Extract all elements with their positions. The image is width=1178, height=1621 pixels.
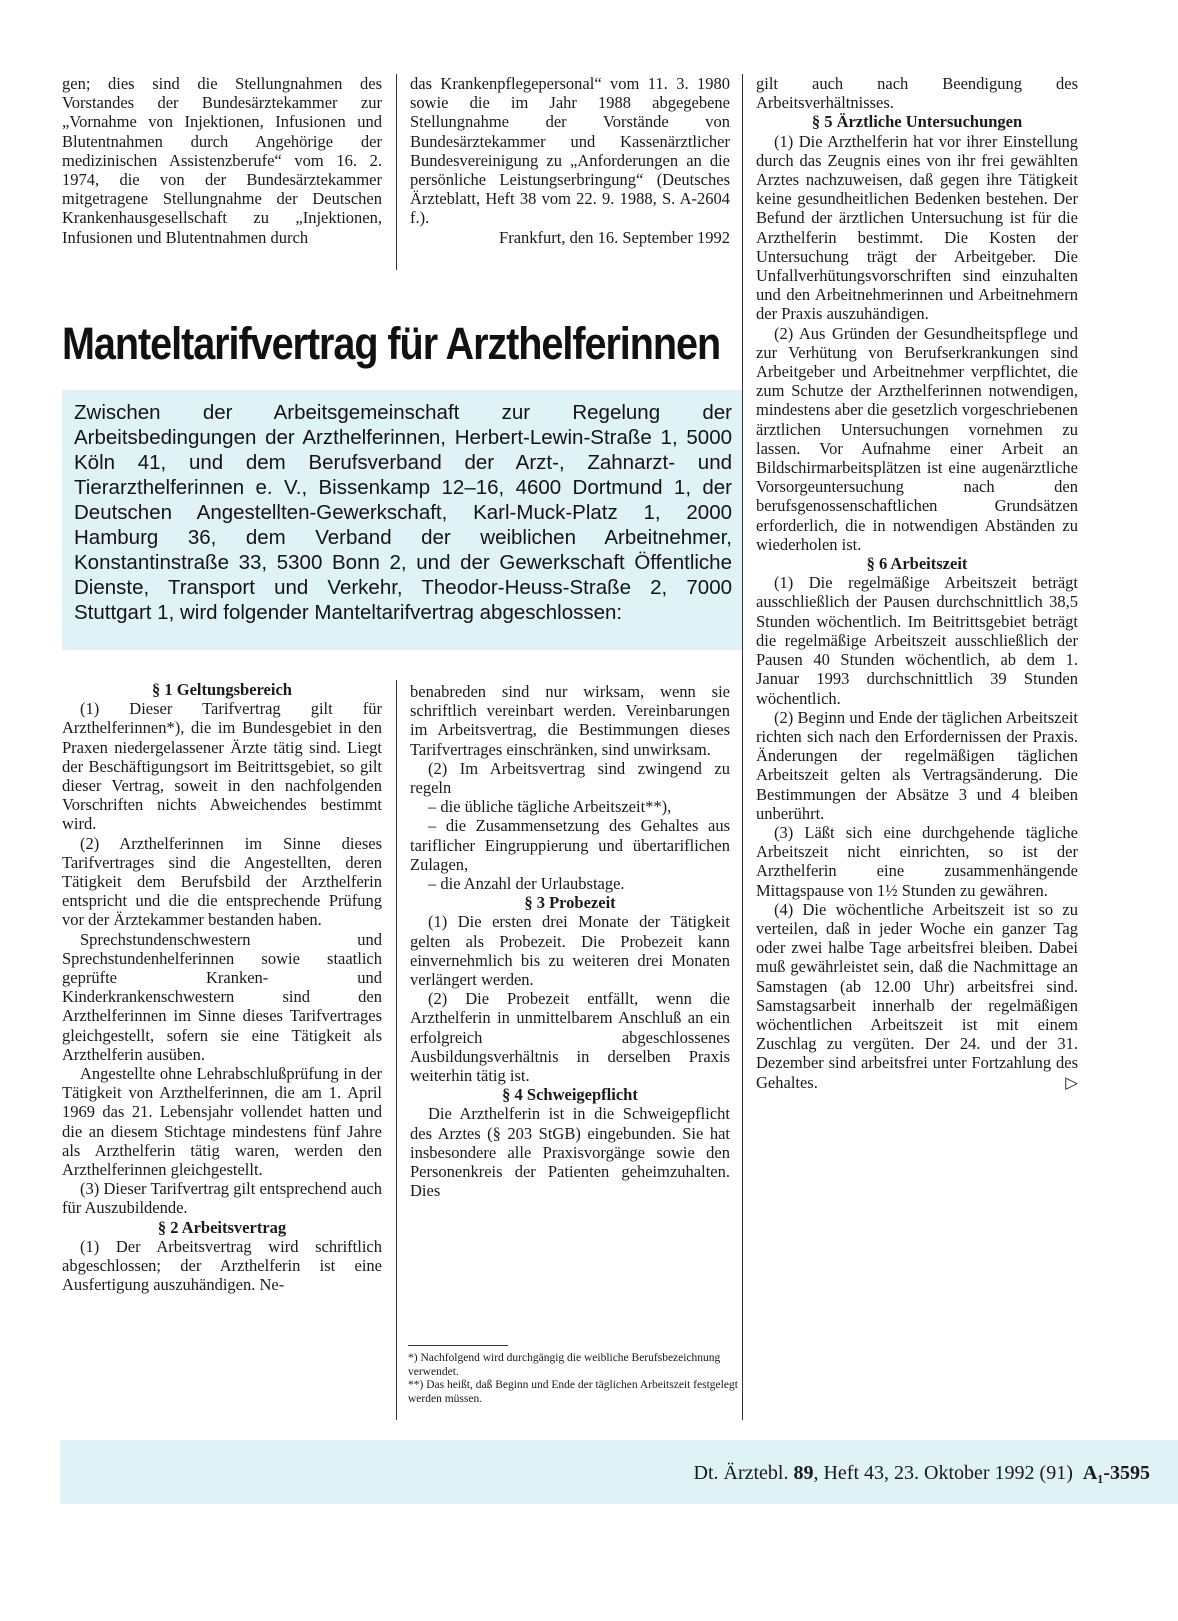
paragraph: Sprechstundenschwestern und Sprechstundenhelferinnen sowie staatlich geprüfte Kranken- und Kinderkrankenschwestern sind den Arzthelferinnen im Sinne dieses Tarifvertrages gleichgestellt, sofern sie eine Tätigkeit als Arzthelferin ausüben.	[62, 929, 382, 1064]
list-item: – die Anzahl der Urlaubstage.	[428, 874, 625, 894]
paragraph: (1) Die regelmäßige Arbeitszeit beträgt ausschließlich der Pausen durchschnittlich 38,5 Stunden wöchentlich. Im Beitrittsgebiet beträgt die regelmäßige Arbeitszeit ausschließlich der Pausen 40 Stunden wöchentlich, ab dem 1. Januar 1993 durchschnittlich 39 Stunden wöchentlich.	[756, 573, 1078, 708]
volume-number: 89	[793, 1462, 814, 1484]
issue-info: , Heft 43, 23. Oktober 1992 (91)	[813, 1462, 1073, 1484]
top-column-1	[62, 74, 382, 247]
section-heading: § 2 Arbeitsvertrag	[157, 1217, 287, 1237]
top-column-1-text: gen; dies sind die Stellungnahmen des Vorstandes der Bundesärztekammer zur „Vornahme von Injektionen, Infusionen und Blutentnahmen durch Angehörige der medizinischen Assistenzberufe“ vom 16. 2. 1974, die von der Bundesärztekammer mitgetragene Stellungnahme der Deutschen Krankenhausgesellschaft zu „Injektionen, Infusionen und Blutentnahmen durch	[62, 74, 382, 247]
paragraph: (2) Aus Gründen der Gesundheitspflege und zur Verhütung von Berufserkrankungen sind Arbeitgeber und Arbeitnehmer verpflichtet, die zum Schutze der Arzthelferinnen notwendigen, mindestens aber die gesetzlich vorgeschriebenen ärztlichen Untersuchungen vornehmen zu lassen. Vor Aufnahme einer Arbeit an Bildschirmarbeitsplätzen ist eine augenärztliche Vorsorgeuntersuchung nach den berufsgenossenschaftlichen Grundsätzen erforderlich, die in notwendigen Abständen zu wiederholen ist.	[756, 323, 1078, 554]
paragraph: (1) Dieser Tarifvertrag gilt für Arzthelferinnen*), die im Bundesgebiet in den Praxen niedergelassener Ärzte tätig sind. Liegt der Beschäftigungsort im Beitrittsgebiet, so gilt dieser Vertrag, soweit in den nachfolgenden Vorschriften nichts Abweichendes bestimmt wird.	[62, 699, 382, 834]
footnote: *) Nachfolgend wird durchgängig die weibliche Berufsbezeichnung verwendet.	[408, 1352, 721, 1378]
footnotes	[408, 1345, 738, 1406]
paragraph: (1) Die ersten drei Monate der Tätigkeit gelten als Probezeit. Die Probezeit kann einvernehmlich bis zu weiteren drei Monaten verlängert werden.	[410, 912, 730, 990]
paragraph: Angestellte ohne Lehrabschlußprüfung in der Tätigkeit von Arzthelferinnen, die am 1. April 1969 das 21. Lebensjahr vollendet hatten und die an diesem Stichtage mindestens fünf Jahre als Arzthelferin tätig waren, werden den Arzthelferinnen gleichgestellt.	[62, 1064, 382, 1180]
footnote: **) Das heißt, daß Beginn und Ende der täglichen Arbeitszeit festgelegt werden müssen.	[408, 1379, 738, 1405]
paragraph: (2) Arzthelferinnen im Sinne dieses Tarifvertrages sind die Angestellten, deren Tätigkeit dem Berufsbild der Arzthelferin entspricht und die die entsprechende Prüfung vor der Ärztekammer bestanden haben.	[62, 833, 382, 930]
list-item: – die Zusammensetzung des Gehaltes aus tariflicher Eingruppierung und übertariflichen Zulagen,	[410, 816, 730, 874]
top-column-2	[410, 74, 730, 247]
column-right	[756, 74, 1078, 1092]
article-title: Manteltarifvertrag für Arzthelferinnen	[62, 318, 721, 369]
journal-name: Dt. Ärztebl.	[693, 1462, 789, 1484]
column-divider	[742, 74, 743, 1420]
column-middle	[410, 682, 730, 1200]
paragraph: (2) Die Probezeit entfällt, wenn die Arzthelferin in unmittelbarem Anschluß an ein erfolgreich abgeschlossenes Ausbildungsverhältnis in derselben Praxis weiterhin tätig ist.	[410, 989, 730, 1086]
section-heading: § 1 Geltungsbereich	[152, 680, 292, 699]
column-left	[62, 680, 382, 1295]
signature-line: Frankfurt, den 16. September 1992	[499, 227, 730, 247]
citation	[694, 1462, 1151, 1485]
list-item: – die übliche tägliche Arbeitszeit**),	[428, 797, 672, 817]
paragraph: (1) Die Arzthelferin hat vor ihrer Einstellung durch das Zeugnis eines von ihr frei gewählten Arztes nachzuweisen, daß gegen ihre Tätigkeit keine gesundheitlichen Bedenken bestehen. Der Befund der ärztlichen Untersuchung ist für die Arzthelferin bestimmt. Die Kosten der Untersuchung trägt der Arbeitgeber. Die Unfallverhütungsvorschriften sind einzuhalten und den Arbeitnehmerinnen und Arbeitnehmern der Praxis auszuhändigen.	[756, 131, 1078, 324]
section-heading: § 3 Probezeit	[524, 893, 616, 913]
paragraph: (2) Im Arbeitsvertrag sind zwingend zu regeln	[410, 758, 730, 798]
section-heading: § 4 Schweigepflicht	[502, 1085, 638, 1105]
column-divider	[396, 680, 397, 1420]
column-divider	[396, 74, 397, 270]
paragraph: (2) Beginn und Ende der täglichen Arbeitszeit richten sich nach den Erfordernissen der Praxis. Änderungen der regelmäßigen täglichen Arbeitszeit gelten als Vertragsänderung. Die Bestimmungen der Absätze 3 und 4 bleiben unberührt.	[756, 707, 1078, 823]
required-items-list	[410, 797, 730, 893]
continue-arrow-icon: ▷	[1065, 1072, 1078, 1092]
paragraph: benabreden sind nur wirksam, wenn sie schriftlich vereinbart werden. Vereinbarungen im Arbeitsvertrag, die Bestimmungen dieses Tarifvertrages einschränken, sind unwirksam.	[410, 682, 730, 759]
paragraph: (3) Dieser Tarifvertrag gilt entsprechend auch für Auszubildende.	[62, 1179, 382, 1218]
intro-box: Zwischen der Arbeitsgemeinschaft zur Regelung der Arbeitsbedingungen der Arzthelferinnen, Herbert-Lewin-Straße 1, 5000 Köln 41, und dem Berufsverband der Arzt-, Zahnarzt- und Tierarzthelferinnen e. V., Bissenkamp 12–16, 4600 Dortmund 1, der Deutschen Angestellten-Gewerkschaft, Karl-Muck-Platz 1, 2000 Hamburg 36, dem Verband der weiblichen Arbeitnehmer, Konstantinstraße 33, 5300 Bonn 2, und der Gewerkschaft Öffentliche Dienste, Transport und Verkehr, Theodor-Heuss-Straße 2, 7000 Stuttgart 1, wird folgender Manteltarifvertrag abgeschlossen:	[62, 390, 742, 650]
footnote-rule	[408, 1345, 508, 1346]
top-column-2-text: das Krankenpflegepersonal“ vom 11. 3. 1980 sowie die im Jahr 1988 abgegebene Stellungnahme der Vorstände von Bundesärztekammer und Kassenärztlicher Bundesvereinigung zu „Anforderungen an die persönliche Leistungserbringung“ (Deutsches Ärzteblatt, Heft 38 vom 22. 9. 1988, S. A-2604 f.).	[410, 74, 730, 228]
paragraph: gilt auch nach Beendigung des Arbeitsverhältnisses.	[756, 74, 1078, 113]
paragraph	[756, 900, 1078, 1092]
paragraph: (1) Der Arbeitsvertrag wird schriftlich abgeschlossen; der Arzthelferin ist eine Ausfertigung auszuhändigen. Ne-	[62, 1236, 382, 1295]
section-heading: § 5 Ärztliche Untersuchungen	[811, 112, 1023, 132]
paragraph: Die Arzthelferin ist in die Schweigepflicht des Arztes (§ 203 StGB) eingebunden. Sie hat insbesondere alle Praxisvorgänge sowie den Personenkreis der Patienten geheimzuhalten. Dies	[410, 1104, 730, 1201]
paragraph: (3) Läßt sich eine durchgehende tägliche Arbeitszeit nicht einrichten, so ist der Arzthelferin eine zusammenhängende Mittagspause von 1½ Stunden zu gewähren.	[756, 822, 1078, 900]
paragraph-text: (4) Die wöchentliche Arbeitszeit ist so zu verteilen, daß in jeder Woche ein ganzer Tag oder zwei halbe Tage arbeitsfrei bleiben. Dabei muß gewährleistet sein, daß die Nachmittage an Samstagen (ab 12.00 Uhr) arbeitsfrei sind. Samstagsarbeit innerhalb der regelmäßigen wöchentlichen Arbeitszeit ist mit einem Zuschlag zu vergüten. Der 24. und der 31. Dezember sind arbeitsfrei unter Fortzahlung des Gehaltes.	[756, 899, 1078, 1092]
section-heading: § 6 Arbeitszeit	[866, 554, 968, 574]
page-footer	[60, 1440, 1178, 1504]
page-number: A₁-3595	[1082, 1462, 1150, 1484]
